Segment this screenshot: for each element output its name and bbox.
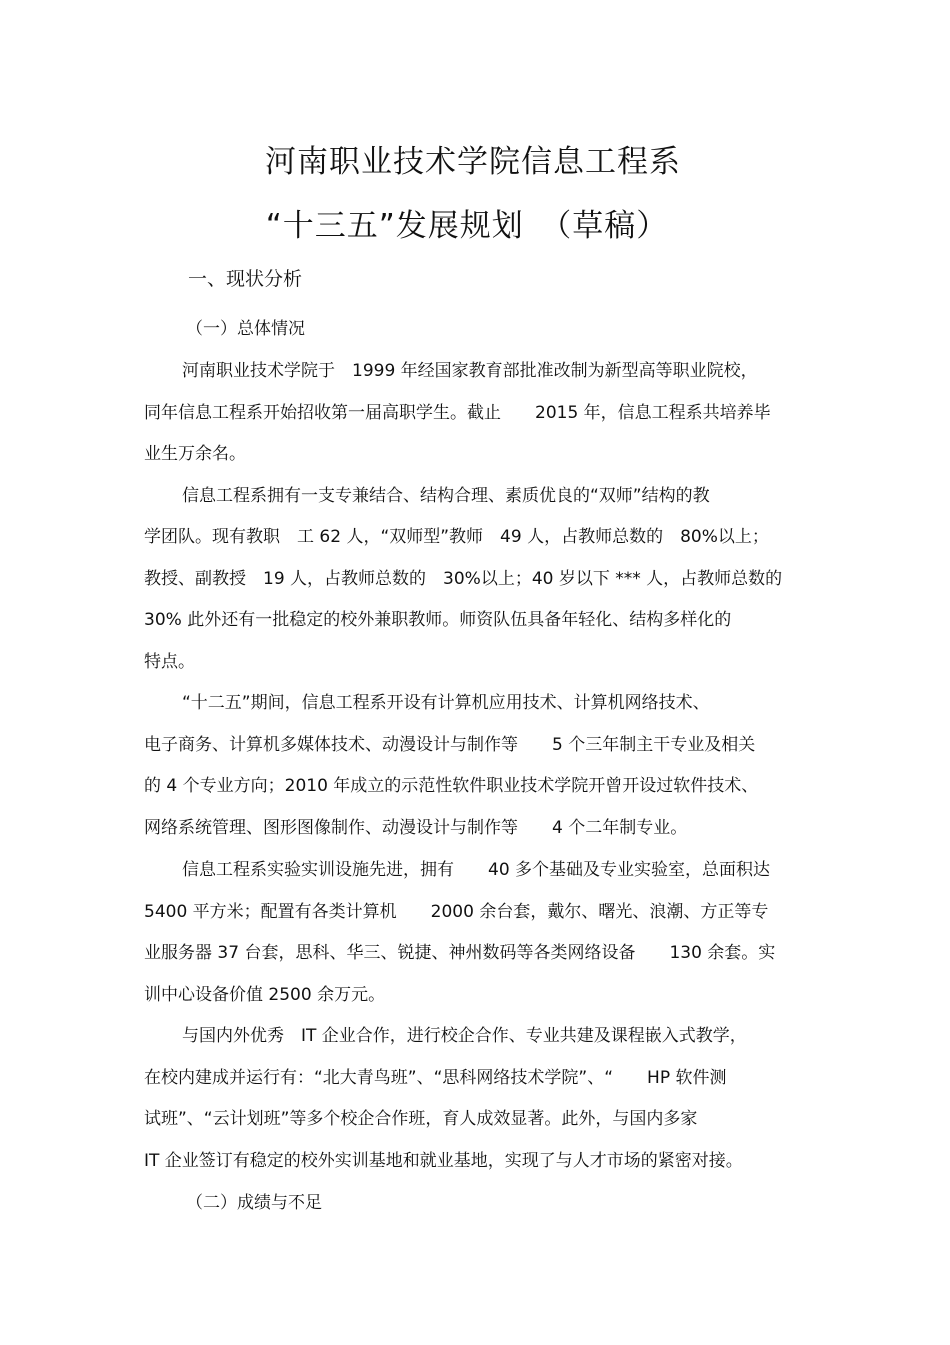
document-subtitle: “十三五”发展规划 （草稿） (265, 208, 669, 244)
text-line: 在校内建成并运行有：“北大青鸟班”、“思科网络技术学院”、“ HP 软件测 (144, 1068, 727, 1088)
text-line: 教授、副教授 19 人，占教师总数的 30%以上；40 岁以下 *** 人，占教师总数的 (144, 569, 783, 589)
text-line: 与国内外优秀 IT 企业合作，进行校企合作、专业共建及课程嵌入式教学， (182, 1026, 747, 1046)
text-line: 同年信息工程系开始招收第一届高职学生。截止 2015 年，信息工程系共培养毕 (144, 403, 771, 423)
text-line: 的 4 个专业方向；2010 年成立的示范性软件职业技术学院开曾开设过软件技术、 (144, 776, 759, 796)
text-line: 业生万余名。 (144, 444, 246, 464)
section-heading: 一、现状分析 (188, 268, 303, 290)
text-line: 特点。 (144, 652, 195, 672)
text-line: 电子商务、计算机多媒体技术、动漫设计与制作等 5 个三年制主干专业及相关 (144, 735, 756, 755)
text-line: “十二五”期间，信息工程系开设有计算机应用技术、计算机网络技术、 (182, 693, 710, 713)
text-line: IT 企业签订有稳定的校外实训基地和就业基地，实现了与人才市场的紧密对接。 (144, 1151, 743, 1171)
document-title: 河南职业技术学院信息工程系 (265, 144, 681, 180)
text-line: 网络系统管理、图形图像制作、动漫设计与制作等 4 个二年制专业。 (144, 818, 688, 838)
text-line: 训中心设备价值 2500 余万元。 (144, 985, 386, 1005)
subsection-heading: （二）成绩与不足 (186, 1193, 322, 1213)
text-line: 学团队。现有教职 工 62 人，“双师型”教师 49 人，占教师总数的 80%以上； (144, 527, 769, 547)
subsection-heading: （一）总体情况 (186, 319, 305, 339)
text-line: 30% 此外还有一批稳定的校外兼职教师。师资队伍具备年轻化、结构多样化的 (144, 610, 732, 630)
text-line: 河南职业技术学院于 1999 年经国家教育部批准改制为新型高等职业院校， (182, 361, 758, 381)
text-line: 试班”、“云计划班”等多个校企合作班，育人成效显著。此外，与国内多家 (144, 1109, 698, 1129)
text-line: 信息工程系拥有一支专兼结合、结构合理、素质优良的“双师”结构的教 (182, 486, 710, 506)
text-line: 信息工程系实验实训设施先进，拥有 40 多个基础及专业实验室，总面积达 (182, 860, 771, 880)
text-line: 业服务器 37 台套，思科、华三、锐捷、神州数码等各类网络设备 130 余套。实 (144, 943, 776, 963)
text-line: 5400 平方米；配置有各类计算机 2000 余台套，戴尔、曙光、浪潮、方正等专 (144, 902, 769, 922)
